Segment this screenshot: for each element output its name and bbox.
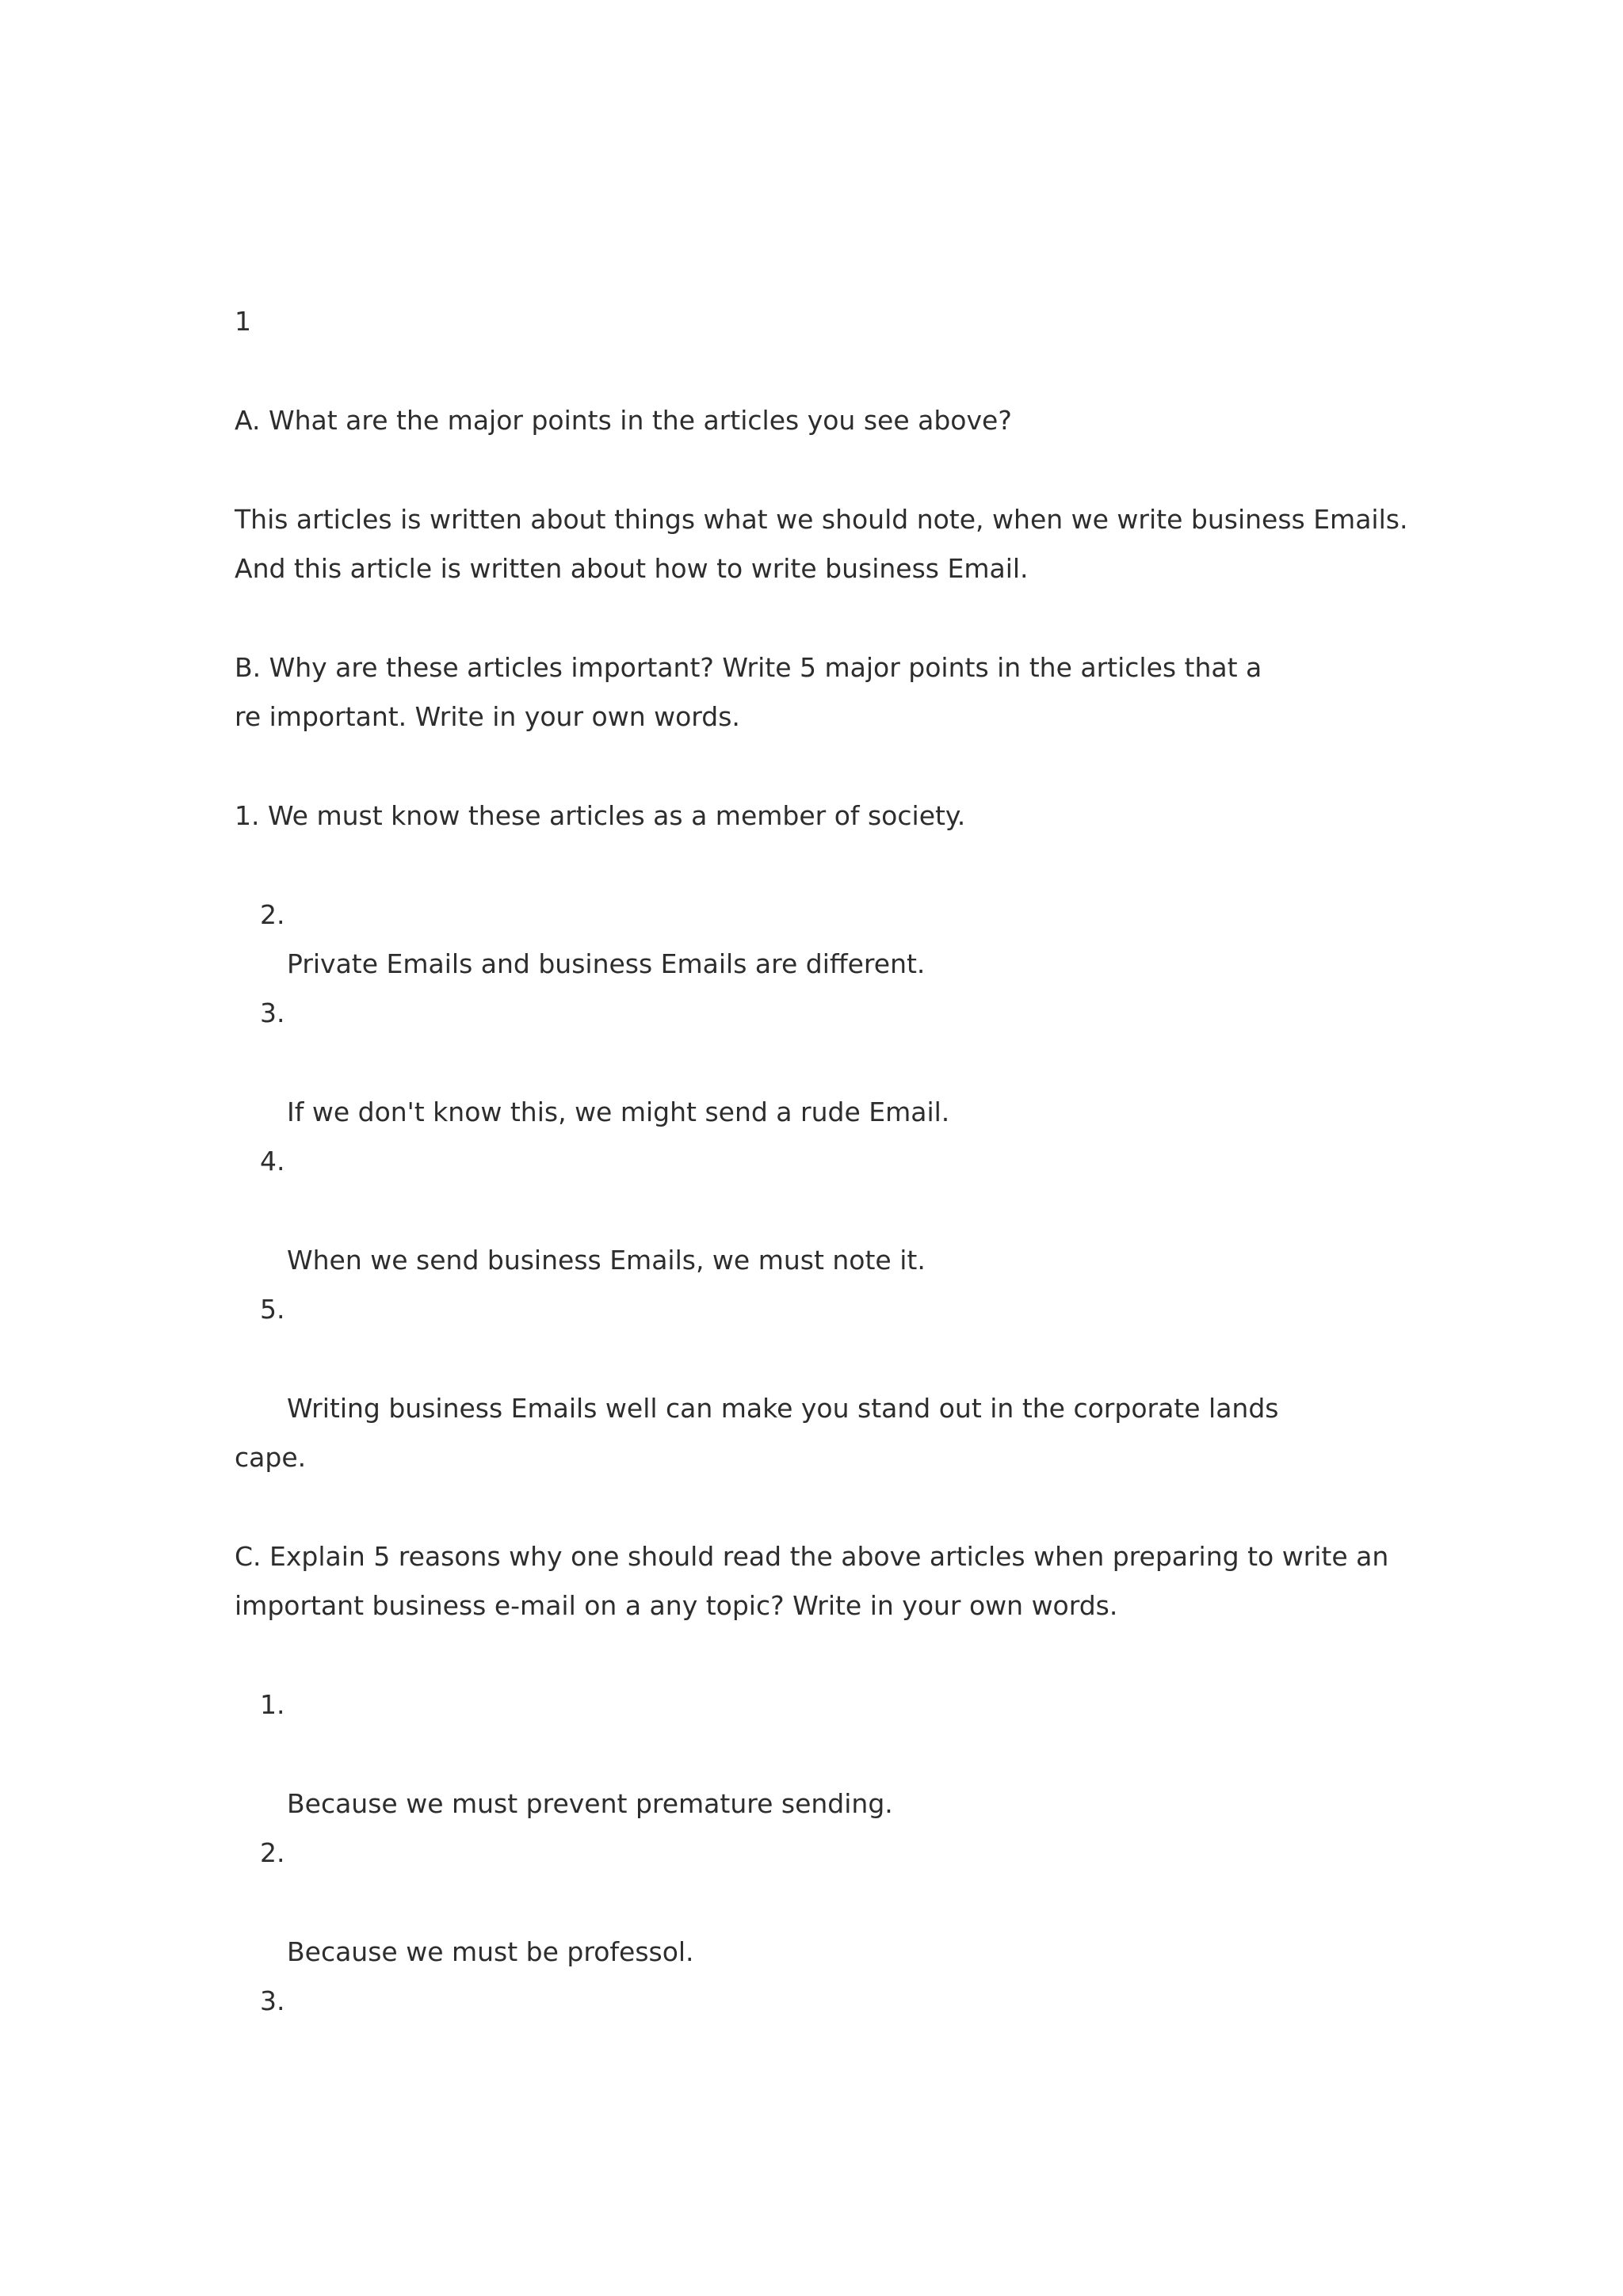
section-b-question-line-1: B. Why are these articles important? Write 5 major points in the articles that a [235,652,1262,683]
section-b-item-5-text: Writing business Emails well can make you stand out in the corporate lands [287,1393,1279,1424]
page-number: 1 [235,306,251,337]
section-b-item-4-number: 4. [260,1146,285,1177]
section-b-item-2-number: 2. [260,899,285,930]
section-b-item-5-continuation: cape. [235,1442,307,1473]
section-a-question: A. What are the major points in the articles you see above? [235,405,1012,436]
section-b-item-5-number: 5. [260,1294,285,1325]
section-b-question-line-2: re important. Write in your own words. [235,701,740,732]
section-a-answer-line-2: And this article is written about how to write business Email. [235,553,1029,584]
section-b-item-4-text: When we send business Emails, we must note it. [287,1245,926,1276]
section-b-item-1: 1. We must know these articles as a member of society. [235,800,966,831]
section-c-question-line-1: C. Explain 5 reasons why one should read the above articles when preparing to write an [235,1541,1389,1572]
section-c-item-1-number: 1. [260,1689,285,1720]
section-c-item-1-text: Because we must prevent premature sending. [287,1788,893,1819]
section-c-question-line-2: important business e-mail on a any topic? Write in your own words. [235,1590,1118,1621]
section-c-item-3-number: 3. [260,1985,285,2016]
section-a-answer-line-1: This articles is written about things what we should note, when we write business Emails. [235,504,1408,535]
section-c-item-2-number: 2. [260,1837,285,1868]
section-b-item-2-text: Private Emails and business Emails are different. [287,948,926,979]
section-c-item-2-text: Because we must be professol. [287,1936,694,1967]
section-b-item-3-number: 3. [260,997,285,1028]
section-b-item-3-text: If we don't know this, we might send a rude Email. [287,1097,950,1127]
